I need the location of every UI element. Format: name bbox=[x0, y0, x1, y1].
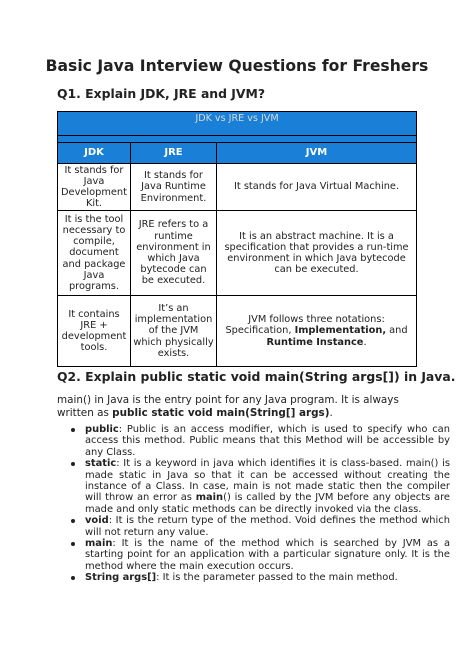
table-cell-jre: JRE refers to a runtime environment in which Java bytecode can be executed. bbox=[131, 211, 217, 296]
table-caption-spacer bbox=[58, 136, 417, 143]
list-item bbox=[85, 458, 450, 515]
table-cell-jdk: It contains JRE + development tools. bbox=[58, 296, 131, 367]
definition-public: : Public is an access modifier, which is used to specify who can access this method. Public means that this Method will be accessible by any Class. bbox=[85, 424, 450, 458]
definition-static-part-2: () is called by the JVM before any objects are made and only static methods can be directly invoked via the class. bbox=[85, 492, 450, 515]
table-row bbox=[58, 296, 417, 367]
table-cell-jvm: It is an abstract machine. It is a specification that provides a run-time environment in which Java bytecode can be executed. bbox=[217, 211, 417, 296]
term-void: void bbox=[85, 515, 109, 527]
term-static: static bbox=[85, 458, 117, 470]
keyword-definition-list bbox=[57, 424, 450, 584]
term-public: public bbox=[85, 424, 119, 435]
table-row bbox=[58, 211, 417, 296]
main-signature: public static void main(String[] args) bbox=[112, 407, 330, 420]
definition-void: : It is the return type of the method. Void defines the method which will not return any value. bbox=[85, 515, 450, 538]
table-header-jvm: JVM bbox=[217, 143, 417, 164]
table-header-jdk: JDK bbox=[58, 143, 131, 164]
intro-end: . bbox=[329, 407, 333, 420]
table-caption: JDK vs JRE vs JVM bbox=[58, 112, 417, 136]
table-cell-jvm bbox=[217, 296, 417, 367]
page-title: Basic Java Interview Questions for Freshers bbox=[45, 57, 429, 75]
list-item bbox=[85, 515, 450, 538]
comparison-table bbox=[57, 111, 417, 367]
table-row bbox=[58, 164, 417, 211]
bullet-icon bbox=[71, 576, 75, 580]
jvm-notations-and: and bbox=[386, 325, 408, 337]
list-item bbox=[85, 424, 450, 458]
bullet-icon bbox=[71, 542, 75, 546]
table-cell-jre: It stands for Java Runtime Environment. bbox=[131, 164, 217, 211]
table-cell-jre: It’s an implementation of the JVM which physically exists. bbox=[131, 296, 217, 367]
jvm-notations-prefix: JVM follows three notations: Specification, bbox=[225, 314, 385, 337]
term-main: main bbox=[85, 538, 113, 550]
table-cell-jdk: It stands for Java Development Kit. bbox=[58, 164, 131, 211]
jvm-notation-runtime-instance: Runtime Instance bbox=[266, 336, 364, 348]
definition-static-part-1: : It is a keyword in java which identifies it is class-based. main() is made static in Java so that it can be accessed without creating the instance of a Class. In case, main is not made static then the compiler will throw an error as bbox=[85, 458, 450, 504]
bullet-icon bbox=[71, 428, 75, 432]
jvm-notation-implementation: Implementation, bbox=[294, 325, 387, 337]
list-item bbox=[85, 538, 450, 572]
definition-string-args: : It is the parameter passed to the main method. bbox=[156, 572, 398, 584]
bullet-icon bbox=[71, 462, 75, 466]
jvm-notations-suffix: . bbox=[363, 336, 367, 348]
definition-static-main: main bbox=[195, 492, 224, 504]
question-2-heading: Q2. Explain public static void main(String args[]) in Java. bbox=[57, 369, 456, 384]
term-string-args: String args[] bbox=[85, 572, 157, 584]
table-header-jre: JRE bbox=[131, 143, 217, 164]
bullet-icon bbox=[71, 519, 75, 523]
definition-main: : It is the name of the method which is searched by JVM as a starting point for an application with a particular signature only. It is the method where the main execution occurs. bbox=[85, 538, 450, 572]
table-cell-jvm: It stands for Java Virtual Machine. bbox=[217, 164, 417, 211]
intro-text: main() in Java is the entry point for any Java program. It is always written as bbox=[57, 394, 399, 420]
list-item bbox=[85, 572, 450, 583]
intro-paragraph bbox=[57, 394, 423, 420]
table-cell-jdk: It is the tool necessary to compile, document and package Java programs. bbox=[58, 211, 131, 296]
question-1-heading: Q1. Explain JDK, JRE and JVM? bbox=[57, 86, 266, 101]
